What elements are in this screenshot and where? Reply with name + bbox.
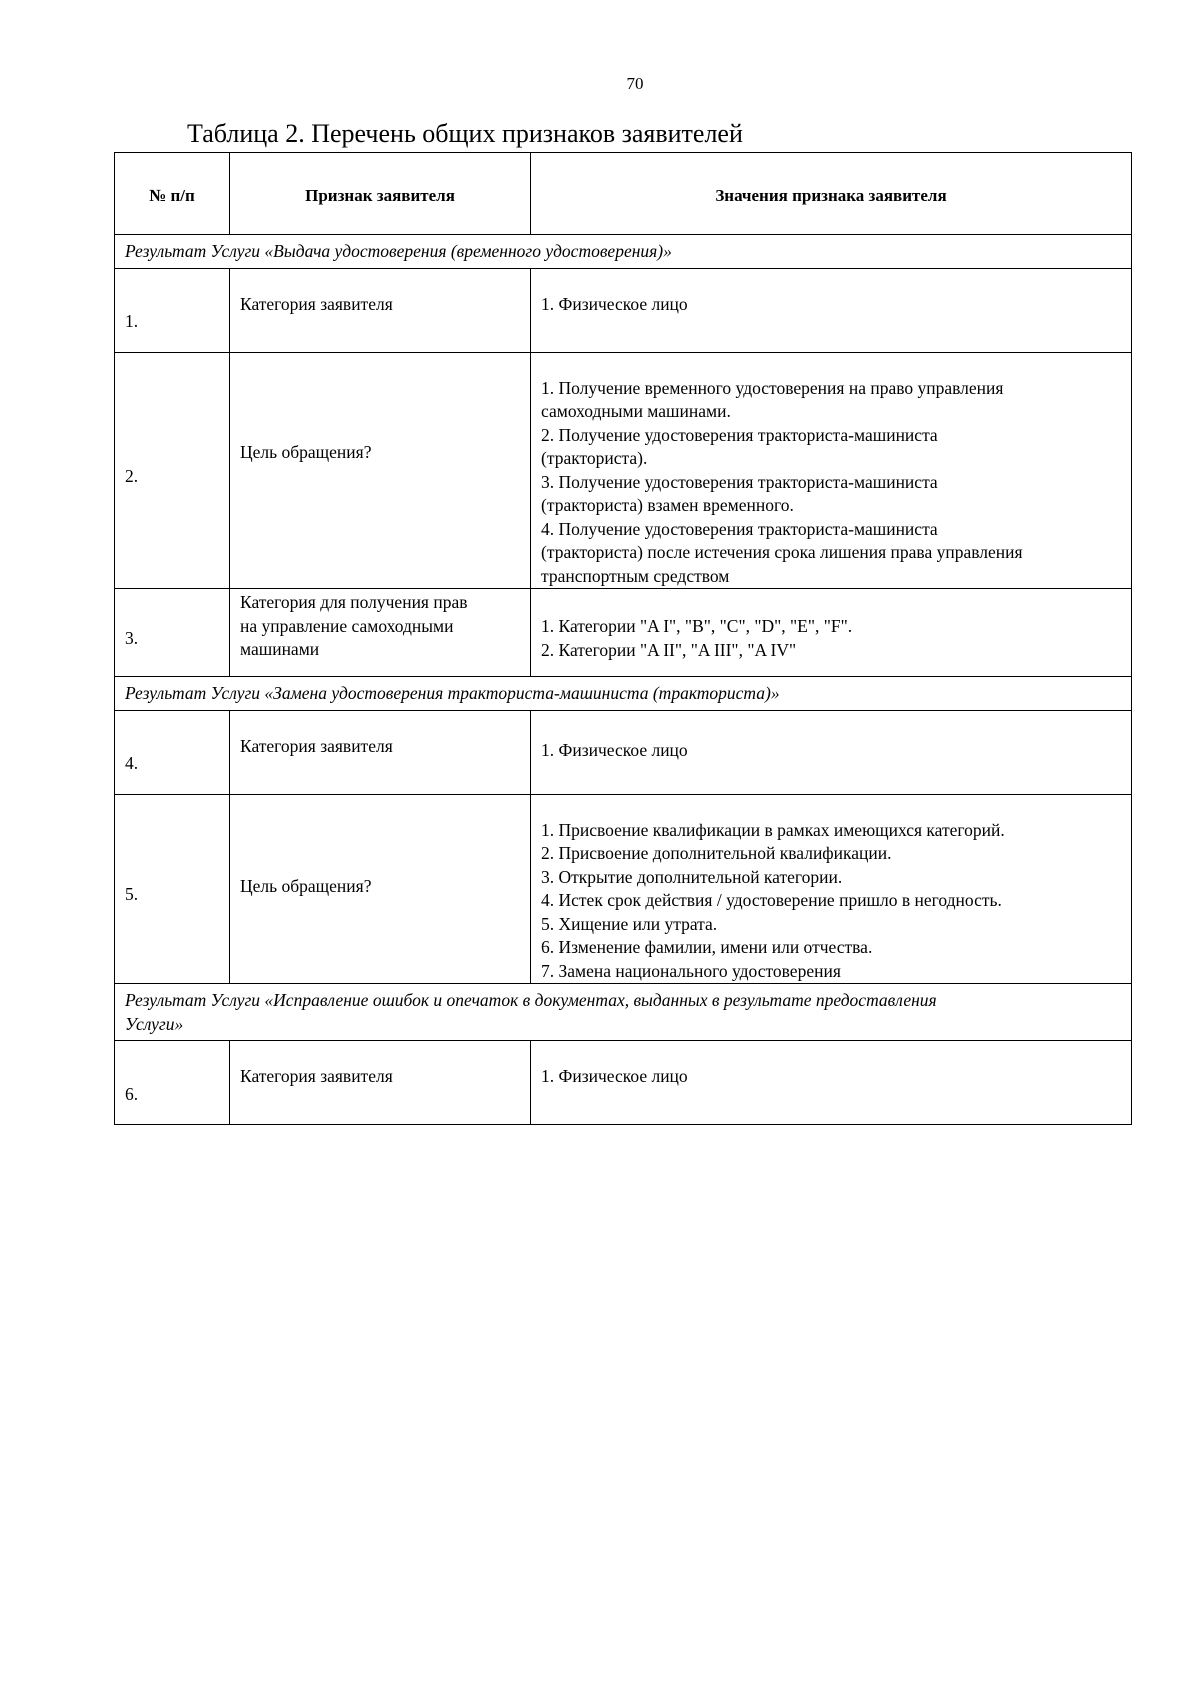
attribute-line: Категория для получения прав [240, 592, 468, 612]
table-row [115, 268, 1132, 352]
attribute-cell [230, 352, 531, 589]
section-title [115, 984, 1132, 1041]
value-line: 5. Хищение или утрата. [541, 913, 718, 934]
attribute-cell [230, 1041, 531, 1125]
header-values: Значения признака заявителя [531, 153, 1132, 235]
row-number: 6. [115, 1041, 230, 1125]
value-line: 3. Открытие дополнительной категории. [541, 866, 843, 887]
value-line: самоходными машинами. [541, 401, 731, 421]
value-cell [531, 710, 1132, 794]
attribute-line: Категория заявителя [240, 1066, 393, 1086]
attribute-line: Категория заявителя [240, 735, 393, 756]
value-line: 1. Категории "A I", "B", "C", "D", "E", "F". [541, 616, 853, 636]
value-cell [531, 794, 1132, 984]
value-line: 4. Истек срок действия / удостоверение пришло в негодность. [541, 890, 1002, 910]
attribute-cell [230, 589, 531, 677]
value-cell [531, 352, 1132, 589]
section-title: Результат Услуги «Замена удостоверения тракториста-машиниста (тракториста)» [115, 677, 1132, 711]
section-row [115, 677, 1132, 711]
value-line: 3. Получение удостоверения тракториста-машиниста [541, 471, 938, 492]
value-cell [531, 1041, 1132, 1125]
header-num: № п/п [115, 153, 230, 235]
row-number: 3. [115, 589, 230, 677]
table-header-row [115, 153, 1132, 235]
value-line: 1. Физическое лицо [541, 293, 688, 314]
page-number: 70 [626, 74, 644, 93]
section-title-line: Результат Услуги «Исправление ошибок и опечаток в документах, выданных в результате предоставления [125, 990, 937, 1010]
table-row [115, 352, 1132, 589]
row-number: 4. [115, 710, 230, 794]
table-row [115, 589, 1132, 677]
table-row [115, 1041, 1132, 1125]
attribute-cell [230, 710, 531, 794]
attribute-line: машинами [240, 639, 320, 659]
header-attribute: Признак заявителя [230, 153, 531, 235]
section-title: Результат Услуги «Выдача удостоверения (временного удостоверения)» [115, 235, 1132, 269]
attribute-line: Цель обращения? [240, 441, 372, 462]
value-line: транспортным средством [541, 565, 730, 586]
table-caption: Таблица 2. Перечень общих признаков заявителей [187, 119, 743, 148]
value-line: 6. Изменение фамилии, имени или отчества. [541, 937, 873, 957]
section-title-line: Услуги» [125, 1013, 184, 1034]
value-line: 2. Категории "A II", "A III", "A IV" [541, 639, 797, 660]
value-line: 1. Присвоение квалификации в рамках имеющихся категорий. [541, 819, 1005, 840]
value-line: (тракториста). [541, 448, 648, 468]
value-line: 1. Физическое лицо [541, 1066, 688, 1086]
value-line: 2. Получение удостоверения тракториста-машиниста [541, 424, 938, 445]
row-number: 2. [115, 352, 230, 589]
value-line: 2. Присвоение дополнительной квалификации. [541, 843, 892, 863]
value-line: 1. Получение временного удостоверения на право управления [541, 377, 1004, 398]
value-line: 4. Получение удостоверения тракториста-машиниста [541, 518, 938, 539]
attribute-cell [230, 794, 531, 984]
table-row [115, 710, 1132, 794]
value-cell [531, 589, 1132, 677]
row-number: 1. [115, 268, 230, 352]
table-row [115, 794, 1132, 984]
value-line: (тракториста) после истечения срока лишения права управления [541, 542, 1023, 562]
section-row [115, 235, 1132, 269]
attribute-line: Цель обращения? [240, 875, 372, 896]
attribute-line: на управление самоходными [240, 615, 454, 636]
value-line: (тракториста) взамен временного. [541, 495, 794, 515]
section-row [115, 984, 1132, 1041]
value-line: 1. Физическое лицо [541, 739, 688, 760]
applicant-attributes-table [114, 152, 1132, 1125]
row-number: 5. [115, 794, 230, 984]
attribute-line: Категория заявителя [240, 293, 393, 314]
attribute-cell [230, 268, 531, 352]
value-line: 7. Замена национального удостоверения [541, 960, 841, 981]
value-cell [531, 268, 1132, 352]
